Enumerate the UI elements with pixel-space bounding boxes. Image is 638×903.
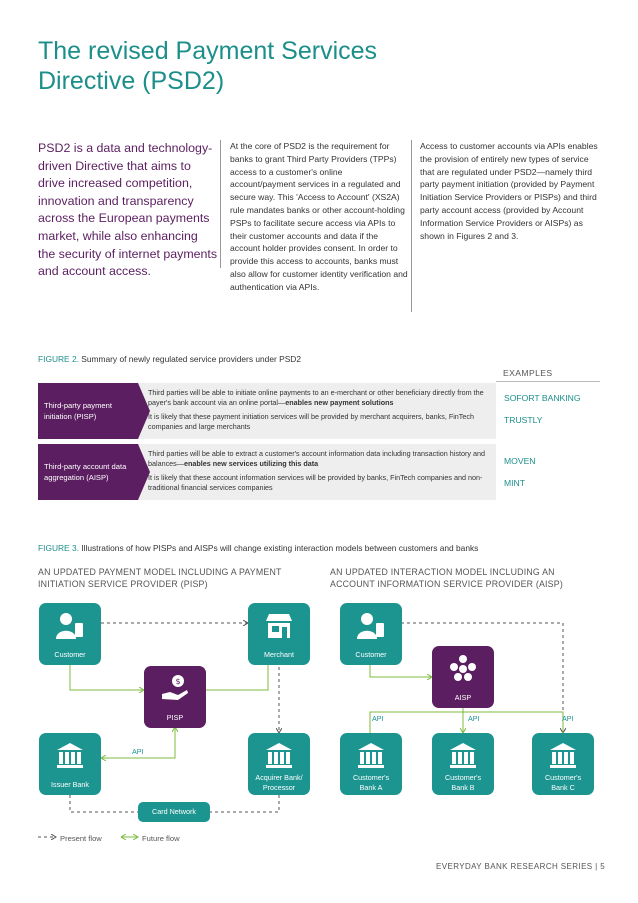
row-text-pisp-2: It is likely that these payment initiation services will be provided by merchant acquirers, banks, FinTech companies and large merchants	[148, 412, 474, 431]
api-label-bank-c: API	[562, 714, 574, 723]
bank-icon	[264, 741, 294, 771]
row-text-aisp-1: Third parties will be able to extract a customer's account information data including transaction history and balances—enables new services utilizing this data	[148, 449, 485, 468]
payment-hand-icon	[160, 674, 190, 704]
pisp-model-header: AN UPDATED PAYMENT MODEL INCLUDING A PAYMENT INITIATION SERVICE PROVIDER (PISP)	[38, 567, 282, 589]
bank-icon	[548, 741, 578, 771]
node-customer-left: Customer	[39, 603, 101, 665]
node-bank-a: Customer's Bank A	[340, 733, 402, 795]
bank-icon	[448, 741, 478, 771]
aisp-model-header: AN UPDATED INTERACTION MODEL INCLUDING AN ACCOUNT INFORMATION SERVICE PROVIDER (AISP)	[330, 567, 563, 589]
lead-paragraph: PSD2 is a data and technology-driven Directive that aims to drive increased competition, innovation and transparency across the European payments market, while also enhancing the security of internet payments and account access.	[38, 141, 218, 279]
legend-present-flow: Present flow	[60, 834, 102, 843]
storefront-icon	[264, 611, 294, 641]
figure3-label: FIGURE 3.	[38, 543, 79, 553]
example-moven: MOVEN	[504, 456, 536, 466]
row-label-pisp: Third-party payment initiation (PISP)	[38, 383, 138, 439]
customer-icon	[356, 611, 386, 641]
svg-text:$: $	[175, 677, 181, 686]
node-customer-right: Customer	[340, 603, 402, 665]
node-merchant: Merchant	[248, 603, 310, 665]
body-column-2: At the core of PSD2 is the requirement for banks to grant Third Party Providers (TPPs) access to a customer's online account/payment services in a regulated and secure way. This 'Access to Account' (XS2A) rule mandates banks or other account-holding PSPs to facilitate secure access via APIs to their customer accounts and data if the account holder provides consent. In order to provide this access to accounts, banks must also allow for customer identity verification and authentication via APIs.	[230, 141, 408, 292]
legend-future-flow: Future flow	[142, 834, 180, 843]
bank-icon	[356, 741, 386, 771]
api-label-left: API	[132, 747, 144, 756]
node-card-network: Card Network	[138, 802, 210, 822]
example-trustly: TRUSTLY	[504, 415, 543, 425]
node-bank-c: Customer's Bank C	[532, 733, 594, 795]
figure3-caption-text: Illustrations of how PISPs and AISPs will change existing interaction models between customers and banks	[78, 543, 479, 553]
node-pisp: $ PISP	[144, 666, 206, 728]
bank-icon	[55, 741, 85, 771]
node-acquirer: Acquirer Bank/ Processor	[248, 733, 310, 795]
example-mint: MINT	[504, 478, 526, 488]
api-label-bank-b: API	[468, 714, 480, 723]
page-title: The revised Payment Services Directive (PSD2)	[38, 37, 378, 95]
node-aisp: AISP	[432, 646, 494, 708]
customer-icon	[55, 611, 85, 641]
page-footer: EVERYDAY BANK RESEARCH SERIES | 5	[436, 862, 606, 871]
figure2-label: FIGURE 2.	[38, 354, 79, 364]
row-text-aisp-2: It is likely that these account information services will be provided by banks, FinTech companies and non-traditional financial services companies	[148, 473, 483, 492]
aggregator-icon	[448, 654, 478, 684]
api-label-bank-a: API	[372, 714, 384, 723]
examples-header: EXAMPLES	[503, 368, 553, 378]
row-text-pisp-1: Third parties will be able to initiate online payments to an e-merchant or other beneficiary directly from the payer's bank account via an online portal—enables new payment solutions	[148, 388, 484, 407]
body-column-3: Access to customer accounts via APIs enables the provision of entirely new types of service that are regulated under PSD2—namely third party payment initiation (provided by Payment Initiation Service Providers or PISPs) and third party account access (provided by Account Information Service Providers or AISPs) as shown in Figures 2 and 3.	[420, 141, 598, 241]
example-sofort: SOFORT BANKING	[504, 393, 581, 403]
row-label-aisp: Third-party account data aggregation (AISP)	[38, 444, 138, 500]
figure2-caption-text: Summary of newly regulated service providers under PSD2	[78, 354, 301, 364]
node-bank-b: Customer's Bank B	[432, 733, 494, 795]
node-issuer-bank: Issuer Bank	[39, 733, 101, 795]
